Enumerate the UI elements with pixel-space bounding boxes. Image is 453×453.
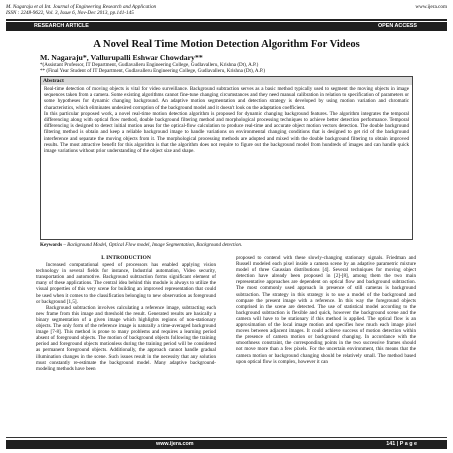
body-paragraph: proposed to contend with these slowly-changing stationary signals. Friedman and Russell modeled each pixel inside a camera scene by an adaptive parametric mixture model of three Gaussian distributions [4]. Several techniques for moving object detection have already been proposed in [2]-[8], among them the two main representative approaches are dependent on optical flow and background subtraction. The most commonly used approach in presence of still cameras is background subtraction. The strategy in this strategy is to use a model of the background and compare the present image with a reference. In this way the foreground objects comprised in the scene are detected. The use of statistical model according to the background subtraction is flexible and quick, however the background scene and the camera will have to be stationary if this method is applied. The optical flow is an approximation of the local image motion and specifies how much each image pixel moves between adjacent images. It could achieve success of motion detection within the presence of camera motion or background changing. In accordance with the smoothness constraint, the corresponding points in the two successive frames should not move more than a few pixels. For the uncertain environment, this means that the camera motion or background changing should be relatively small. The method based upon optical flow is complex, however it can [236, 255, 416, 365]
body-paragraph: Background subtraction involves calculating a reference image, subtracting each new frame from this image and threshold the result. Generated results are basically a binary segmentation of a given image which highlights regions of non-stationary objects. The only form of the reference image is naturally a time-averaged background image [7-8]. This method is prone to many problems and requires a learning period absent of foreground objects. The motion of background objects following the training period and foreground objects motionless during the training period will be considered as permanent foreground objects. Additionally, the approach cannot handle gradual illumination changes in the scene. Such issues result in the necessity that any solution must constantly re-estimate the background model. Many adaptive background-modeling methods have been [36, 304, 216, 372]
journal-citation [6, 4, 336, 16]
affiliations [40, 62, 265, 74]
abstract-paragraph-2: In this particular proposed work, a novel real-time motion detection algorithm is proposed for dynamic changing background features. The algorithm integrates the temporal differencing along with optical flow method, double background filtering method and morphological processing techniques to achieve better detection performance. Temporal differencing is designed to detect initial motion areas for the optical-flow calculation to produce real-time and accurate object motion vectors detection. The double background filtering method is obtain and keep a reliable background image to handle variations on environmental changing conditions that is designed to get rid of the background interference and separate the moving objects from it. The morphological processing methods are adopted and mixed with the double background filtering to obtain improved results. The most attractive benefit for this algorithm is that the algorithm does not require to figure out the background model from hundreds of images and can handle quick image variations without prior understanding of the object size and shape. [44, 110, 409, 155]
footer-url-link[interactable]: www.ijera.com [156, 441, 194, 447]
body-paragraph: Increased computational speed of processors has enabled applying vision technology in several fields for instance, Industrial automation, Video security, transportation and automotive. Background subtraction forms significant element of many of these applications. The central idea behind this module is always to utilize the visual properties of this very scene for building an improved representation that could be used when it comes to the classification belonging to new observation as foreground or background [1,5]. [36, 262, 216, 305]
header-url-link[interactable]: www.ijera.com [415, 4, 447, 10]
page-number: 141 | P a g e [386, 441, 417, 447]
body-column-left [36, 255, 216, 372]
keywords-text: – Background Model, Optical Flow model, Image Segmentation, Background detection. [62, 242, 243, 248]
keywords [40, 242, 413, 248]
affiliation-2: ** (Final Year Student of IT Department, Gudlavalleru Engineering College, Gudlavalleru, Krishna (Dt), A.P.) [40, 68, 266, 74]
paper-authors: M. Nagaraju*, Vallurupalli Eshwar Chowdary** [40, 53, 203, 62]
footer-divider [6, 437, 447, 438]
abstract-paragraph-1: Real-time detection of moving objects is vital for video surveillance. Background subtraction serves as a basic method typically used to segment the moving objects in image sequences taken from a camera. Some existing algorithms cannot fine-tune changing circumstances and they need manual calibration in relation to specification of parameters or some hypotheses for dynamic changing background. An adaptive motion segmentation and detection strategy is developed by using motion variation and chromatic characteristics, which eliminates undesired corruption of the background model and it doesn't look on the adaptation coefficient. [44, 86, 409, 111]
paper-title: A Novel Real Time Motion Detection Algorithm For Videos [93, 39, 360, 50]
research-article-label: RESEARCH ARTICLE [34, 23, 89, 29]
abstract-body [44, 86, 409, 154]
journal-line-2: ISSN : 2248-9622, Vol. 3, Issue 6, Nov-Dec 2013, pp.141-145 [6, 10, 134, 16]
keywords-label: Keywords [40, 242, 63, 248]
journal-line-1: M. Nagaraju et al Int. Journal of Engineering Research and Application [6, 4, 157, 10]
body-column-right [236, 255, 416, 365]
affiliation-1: *(Assistant Professor, IT Department, Gudlavalleru Engineering College, Gudlavalleru, Krishna (Dt), A.P.) [40, 62, 259, 68]
open-access-label: OPEN ACCESS [377, 23, 417, 29]
header-divider [6, 19, 447, 21]
section-title-introduction: I. INTRODUCTION [101, 255, 151, 261]
article-type-band [6, 22, 447, 31]
page-footer [6, 440, 447, 449]
abstract-box [40, 76, 413, 240]
abstract-heading: Abstract [41, 77, 412, 85]
